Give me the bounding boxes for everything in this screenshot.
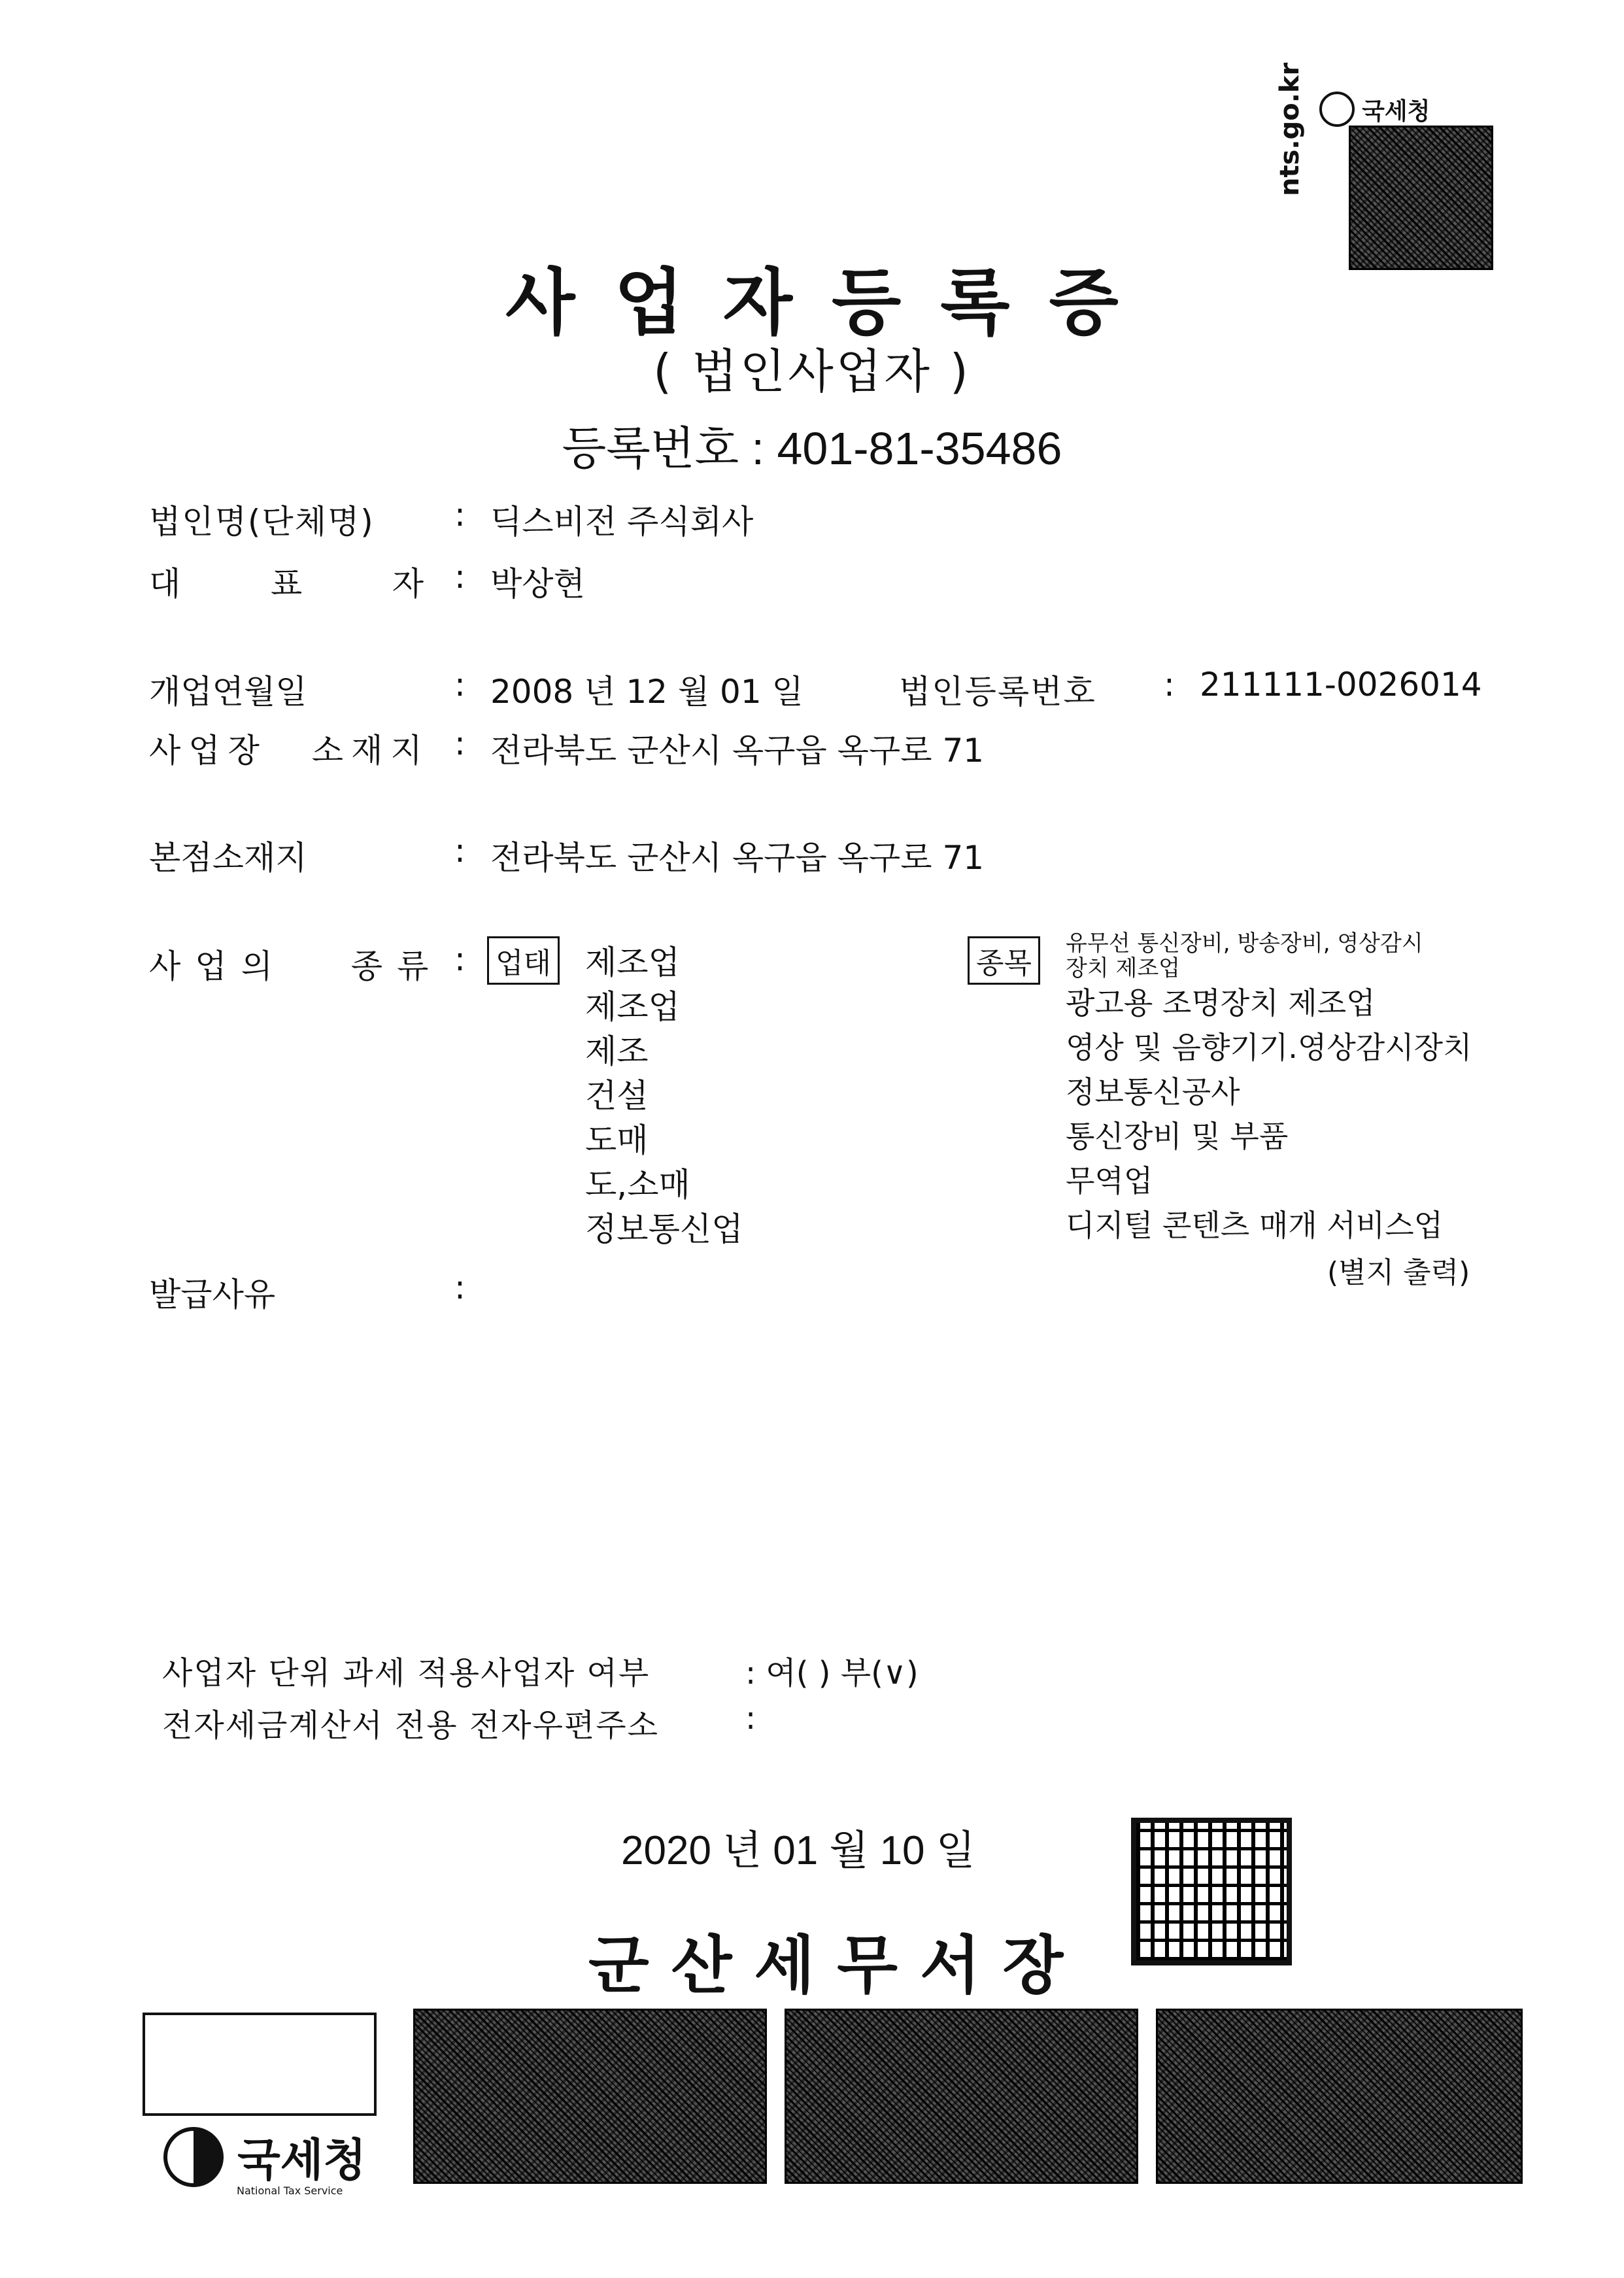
document-title: 사업자등록증 — [505, 261, 1158, 345]
colon: : — [454, 666, 465, 704]
colon: : — [454, 832, 465, 870]
uptae-item: 도,소매 — [585, 1166, 690, 1204]
uptae-item: 제조업 — [585, 944, 680, 981]
bottom-qr-code-2 — [785, 2009, 1138, 2184]
biz-address-label: 사업장 소재지 — [149, 732, 430, 770]
taegeuk-icon — [163, 2127, 224, 2187]
corp-name-label: 법인명(단체명) — [149, 503, 375, 541]
nts-english-name: National Tax Service — [237, 2184, 343, 2197]
uptae-list — [585, 940, 743, 1251]
jongmok-box-label: 종목 — [968, 936, 1040, 985]
corp-reg-label: 법인등록번호 — [899, 673, 1096, 711]
jongmok-first-item — [1066, 931, 1423, 981]
uptae-item: 건설 — [585, 1077, 649, 1115]
nts-bottom-name: 국세청 — [237, 2135, 367, 2186]
jongmok-item: 영상 및 음향기기.영상감시장치 — [1066, 1030, 1472, 1065]
email-label: 전자세금계산서 전용 전자우편주소 — [162, 1707, 660, 1744]
nts-face-icon — [1319, 92, 1355, 127]
uptae-item: 도매 — [585, 1121, 649, 1159]
jongmok-list — [1066, 981, 1472, 1248]
email-value: : — [745, 1700, 756, 1737]
separate-print-note: (별지 출력) — [1327, 1256, 1470, 1289]
registration-number-value: 401-81-35486 — [777, 423, 1062, 474]
hq-address-value: 전라북도 군산시 옥구읍 옥구로 71 — [490, 839, 985, 877]
side-url: nts.go.kr — [1275, 62, 1305, 196]
nts-header-text: 국세청 — [1362, 97, 1430, 125]
colon: : — [454, 940, 465, 978]
registration-number-label: 등록번호 : — [562, 423, 764, 474]
jongmok-first-line: 유무선 통신장비, 방송장비, 영상감시 — [1066, 930, 1423, 957]
jongmok-item: 무역업 — [1066, 1163, 1153, 1198]
biz-address-value: 전라북도 군산시 옥구읍 옥구로 71 — [490, 732, 985, 770]
biz-type-label: 사업의 종류 — [149, 947, 443, 985]
colon: : — [454, 1268, 465, 1306]
corp-reg-value: 211111-0026014 — [1200, 666, 1482, 704]
hq-address-label: 본점소재지 — [149, 839, 307, 877]
nts-header-logo — [1319, 92, 1430, 127]
uptae-item: 제조업 — [585, 988, 680, 1026]
colon: : — [1164, 666, 1175, 704]
jongmok-first-line: 장치 제조업 — [1066, 955, 1181, 981]
registration-number — [0, 412, 1624, 478]
official-seal — [1131, 1818, 1292, 1965]
jongmok-item: 통신장비 및 부품 — [1066, 1119, 1289, 1154]
corp-name-value: 딕스비전 주식회사 — [490, 503, 754, 541]
issue-reason-label: 발급사유 — [149, 1276, 276, 1314]
colon: : — [454, 496, 465, 534]
issue-date: 2020 년 01 월 10 일 — [621, 1828, 975, 1873]
uptae-item: 제조 — [585, 1032, 649, 1070]
colon: : — [454, 724, 465, 762]
representative-value: 박상현 — [490, 565, 585, 603]
jongmok-item: 디지털 콘텐츠 매개 서비스업 — [1066, 1208, 1444, 1243]
unit-tax-value: : 여( ) 부(∨) — [745, 1655, 919, 1692]
uptae-item: 정보통신업 — [585, 1210, 743, 1248]
jongmok-item: 광고용 조명장치 제조업 — [1066, 985, 1376, 1021]
unit-tax-label: 사업자 단위 과세 적용사업자 여부 — [162, 1655, 651, 1692]
jongmok-item: 정보통신공사 — [1066, 1074, 1240, 1110]
open-date-value: 2008 년 12 월 01 일 — [490, 673, 804, 711]
issuer-name: 군산세무서장 — [588, 1929, 1086, 2002]
uptae-box-label: 업태 — [487, 936, 560, 985]
nts-bottom-logo — [163, 2125, 366, 2197]
bottom-qr-code-3 — [1156, 2009, 1523, 2184]
bottom-qr-code-1 — [413, 2009, 767, 2184]
document-subtitle: ( 법인사업자 ) — [653, 344, 971, 399]
blank-signature-box — [143, 2013, 377, 2116]
representative-label: 대 표 자 — [149, 565, 424, 603]
colon: : — [454, 558, 465, 596]
open-date-label: 개업연월일 — [149, 673, 307, 711]
